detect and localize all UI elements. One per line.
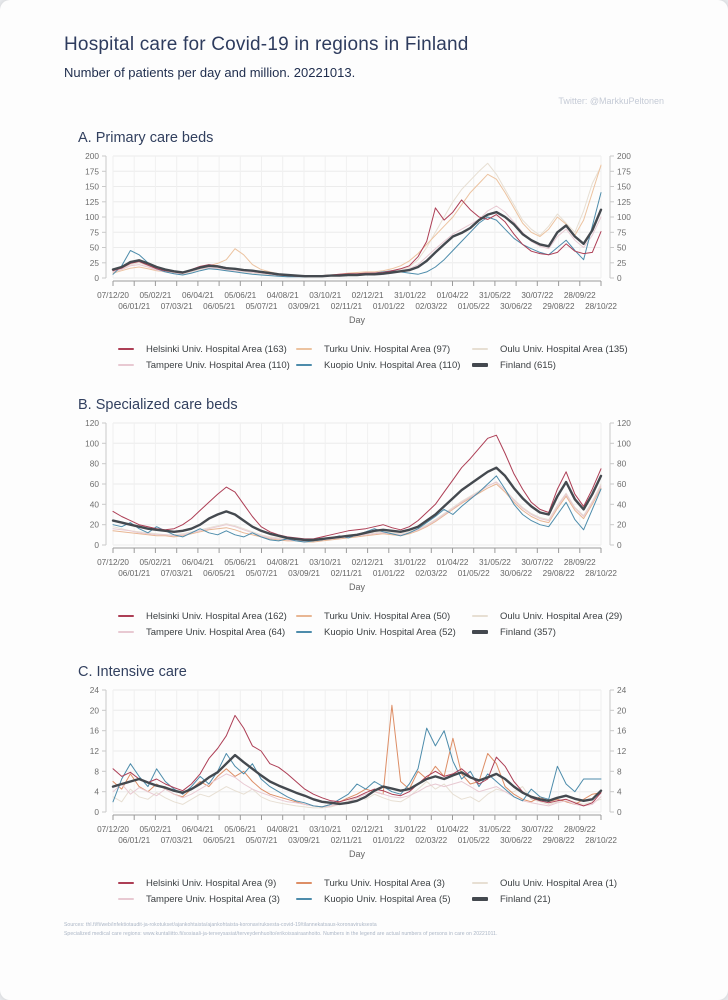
legend-label-oulu: Oulu Univ. Hospital Area (1) bbox=[500, 877, 618, 889]
svg-text:03/09/21: 03/09/21 bbox=[288, 302, 320, 311]
svg-text:20: 20 bbox=[617, 705, 627, 716]
x-axis-label: Day bbox=[348, 315, 366, 325]
svg-text:05/02/21: 05/02/21 bbox=[139, 825, 172, 834]
svg-text:01/01/22: 01/01/22 bbox=[372, 836, 405, 845]
svg-text:29/08/22: 29/08/22 bbox=[542, 569, 575, 578]
chart-svg bbox=[58, 682, 670, 868]
legend-item-helsinki bbox=[118, 875, 296, 891]
legend-swatch-tampere bbox=[118, 898, 134, 900]
svg-text:200: 200 bbox=[617, 151, 631, 161]
svg-text:30/07/22: 30/07/22 bbox=[521, 558, 554, 567]
svg-text:60: 60 bbox=[89, 479, 99, 489]
chart-a-plot bbox=[58, 148, 728, 339]
legend-label-kuopio: Kuopio Univ. Hospital Area (5) bbox=[324, 893, 451, 905]
svg-text:06/04/21: 06/04/21 bbox=[181, 825, 214, 834]
svg-text:29/08/22: 29/08/22 bbox=[542, 302, 575, 311]
x-axis-label: Day bbox=[348, 582, 366, 592]
legend-item-kuopio bbox=[296, 624, 472, 640]
svg-text:02/03/22: 02/03/22 bbox=[415, 302, 448, 311]
svg-text:30/06/22: 30/06/22 bbox=[500, 302, 533, 311]
chart-b-title: B. Specialized care beds bbox=[78, 397, 238, 413]
svg-text:28/09/22: 28/09/22 bbox=[563, 291, 596, 300]
svg-text:24: 24 bbox=[617, 685, 627, 695]
svg-text:25: 25 bbox=[617, 257, 627, 268]
legend-label-kuopio: Kuopio Univ. Hospital Area (52) bbox=[324, 626, 456, 638]
svg-text:0: 0 bbox=[617, 807, 622, 817]
legend-label-tampere: Tampere Univ. Hospital Area (64) bbox=[146, 626, 286, 638]
svg-text:100: 100 bbox=[617, 438, 631, 449]
series-line-oulu bbox=[113, 482, 601, 540]
svg-text:05/06/21: 05/06/21 bbox=[224, 825, 257, 834]
report-header bbox=[64, 34, 664, 80]
chart-svg bbox=[58, 415, 670, 601]
svg-text:05/07/21: 05/07/21 bbox=[245, 569, 278, 578]
svg-text:06/01/21: 06/01/21 bbox=[118, 569, 151, 578]
source-footnote bbox=[64, 921, 728, 938]
svg-text:120: 120 bbox=[85, 418, 99, 428]
legend-swatch-oulu bbox=[472, 615, 488, 617]
svg-text:28/10/22: 28/10/22 bbox=[585, 569, 617, 578]
svg-text:12: 12 bbox=[617, 746, 627, 756]
svg-text:02/12/21: 02/12/21 bbox=[351, 291, 384, 300]
svg-text:16: 16 bbox=[89, 725, 99, 736]
svg-text:07/03/21: 07/03/21 bbox=[160, 569, 193, 578]
svg-text:100: 100 bbox=[85, 438, 99, 449]
svg-text:0: 0 bbox=[94, 273, 99, 283]
svg-text:05/02/21: 05/02/21 bbox=[139, 291, 172, 300]
legend-label-kuopio: Kuopio Univ. Hospital Area (110) bbox=[324, 359, 461, 371]
chart-a-title: A. Primary care beds bbox=[78, 130, 214, 146]
svg-text:8: 8 bbox=[94, 766, 99, 777]
svg-text:02/11/21: 02/11/21 bbox=[330, 836, 363, 845]
svg-text:175: 175 bbox=[85, 166, 99, 177]
legend-item-kuopio bbox=[296, 357, 472, 373]
svg-text:28/09/22: 28/09/22 bbox=[563, 558, 596, 567]
series-line-tampere bbox=[113, 482, 601, 541]
section-primary-care bbox=[0, 130, 728, 373]
svg-text:02/12/21: 02/12/21 bbox=[351, 558, 384, 567]
svg-text:31/05/22: 31/05/22 bbox=[478, 291, 511, 300]
legend-swatch-turku bbox=[296, 615, 312, 617]
legend-item-oulu bbox=[472, 341, 638, 357]
legend-label-helsinki: Helsinki Univ. Hospital Area (9) bbox=[146, 877, 277, 889]
svg-text:07/03/21: 07/03/21 bbox=[160, 302, 193, 311]
svg-text:4: 4 bbox=[617, 786, 622, 797]
svg-text:31/01/22: 31/01/22 bbox=[394, 291, 426, 300]
section-intensive-care bbox=[0, 664, 728, 907]
svg-text:4: 4 bbox=[94, 786, 99, 797]
svg-text:200: 200 bbox=[85, 151, 99, 161]
page-title: Hospital care for Covid-19 in regions in Finland bbox=[64, 34, 469, 55]
twitter-credit: Twitter: @MarkkuPeltonen bbox=[558, 96, 664, 106]
svg-text:05/07/21: 05/07/21 bbox=[245, 836, 278, 845]
legend-item-tampere bbox=[118, 891, 296, 907]
svg-text:01/04/22: 01/04/22 bbox=[436, 558, 469, 567]
chart-c-plot bbox=[58, 682, 728, 873]
legend-swatch-kuopio bbox=[296, 364, 312, 366]
legend-item-tampere bbox=[118, 624, 296, 640]
svg-text:05/02/21: 05/02/21 bbox=[139, 558, 172, 567]
svg-text:50: 50 bbox=[617, 242, 627, 253]
series-line-kuopio bbox=[113, 476, 601, 542]
legend-swatch-helsinki bbox=[118, 615, 134, 617]
svg-text:100: 100 bbox=[617, 212, 631, 222]
svg-text:04/08/21: 04/08/21 bbox=[266, 825, 299, 834]
chart-c-title: C. Intensive care bbox=[78, 664, 187, 680]
svg-text:31/05/22: 31/05/22 bbox=[478, 558, 511, 567]
svg-text:03/10/21: 03/10/21 bbox=[309, 558, 342, 567]
svg-text:30/07/22: 30/07/22 bbox=[521, 291, 554, 300]
legend-label-turku: Turku Univ. Hospital Area (97) bbox=[324, 343, 451, 355]
svg-text:0: 0 bbox=[617, 273, 622, 283]
svg-text:0: 0 bbox=[617, 540, 622, 550]
svg-text:30/06/22: 30/06/22 bbox=[500, 569, 533, 578]
legend-item-oulu bbox=[472, 608, 638, 624]
svg-text:20: 20 bbox=[617, 519, 627, 530]
svg-text:03/10/21: 03/10/21 bbox=[309, 825, 342, 834]
legend-label-finland: Finland (21) bbox=[500, 893, 551, 905]
legend-label-oulu: Oulu Univ. Hospital Area (135) bbox=[500, 343, 628, 355]
legend-label-finland: Finland (615) bbox=[500, 359, 556, 371]
legend-swatch-oulu bbox=[472, 348, 488, 350]
legend-swatch-helsinki bbox=[118, 348, 134, 350]
page-subtitle: Number of patients per day and million. 20221013. bbox=[64, 65, 356, 80]
series-line-finland bbox=[113, 210, 601, 277]
legend-label-tampere: Tampere Univ. Hospital Area (110) bbox=[146, 359, 290, 371]
legend-item-turku bbox=[296, 341, 472, 357]
svg-text:05/07/21: 05/07/21 bbox=[245, 302, 278, 311]
svg-text:02/11/21: 02/11/21 bbox=[330, 302, 363, 311]
svg-text:29/08/22: 29/08/22 bbox=[542, 836, 575, 845]
svg-text:175: 175 bbox=[617, 166, 631, 177]
legend-item-finland bbox=[472, 357, 638, 373]
legend-swatch-finland bbox=[472, 897, 488, 901]
svg-text:07/03/21: 07/03/21 bbox=[160, 836, 193, 845]
svg-text:04/08/21: 04/08/21 bbox=[266, 558, 299, 567]
svg-text:06/04/21: 06/04/21 bbox=[181, 558, 214, 567]
svg-text:16: 16 bbox=[617, 725, 627, 736]
svg-text:06/05/21: 06/05/21 bbox=[203, 302, 236, 311]
svg-text:20: 20 bbox=[89, 705, 99, 716]
svg-text:02/03/22: 02/03/22 bbox=[415, 569, 448, 578]
legend-item-helsinki bbox=[118, 341, 296, 357]
svg-text:06/01/21: 06/01/21 bbox=[118, 836, 151, 845]
legend-swatch-turku bbox=[296, 348, 312, 350]
svg-text:125: 125 bbox=[617, 196, 631, 207]
svg-text:03/09/21: 03/09/21 bbox=[288, 836, 320, 845]
legend-label-helsinki: Helsinki Univ. Hospital Area (162) bbox=[146, 610, 287, 622]
svg-text:0: 0 bbox=[94, 540, 99, 550]
svg-text:01/01/22: 01/01/22 bbox=[372, 302, 405, 311]
svg-text:01/01/22: 01/01/22 bbox=[372, 569, 405, 578]
legend-swatch-kuopio bbox=[296, 631, 312, 633]
series-line-kuopio bbox=[113, 193, 601, 277]
chart-b-legend bbox=[118, 608, 728, 640]
svg-text:25: 25 bbox=[89, 257, 99, 268]
svg-text:05/06/21: 05/06/21 bbox=[224, 558, 257, 567]
svg-text:12: 12 bbox=[89, 746, 99, 756]
svg-text:02/03/22: 02/03/22 bbox=[415, 836, 448, 845]
svg-text:50: 50 bbox=[89, 242, 99, 253]
svg-text:20: 20 bbox=[89, 519, 99, 530]
series-line-helsinki bbox=[113, 435, 601, 539]
svg-text:24: 24 bbox=[89, 685, 99, 695]
legend-item-turku bbox=[296, 608, 472, 624]
svg-text:80: 80 bbox=[89, 458, 99, 469]
svg-text:03/10/21: 03/10/21 bbox=[309, 291, 342, 300]
section-specialized-care bbox=[0, 397, 728, 640]
legend-swatch-oulu bbox=[472, 882, 488, 884]
svg-text:01/04/22: 01/04/22 bbox=[436, 825, 469, 834]
legend-item-turku bbox=[296, 875, 472, 891]
svg-text:28/10/22: 28/10/22 bbox=[585, 302, 617, 311]
svg-text:0: 0 bbox=[94, 807, 99, 817]
source-line-2: Specialized medical care regions: www.kuntaliitto.fi/sosiaali-ja-terveysasiat/terveydenhuolto/erikoissairaanhoito. Numbers in the legend are actual numbers of persons in care on 20221011. bbox=[64, 930, 498, 937]
svg-text:28/10/22: 28/10/22 bbox=[585, 836, 617, 845]
svg-text:31/05/22: 31/05/22 bbox=[478, 825, 511, 834]
legend-swatch-kuopio bbox=[296, 898, 312, 900]
legend-swatch-tampere bbox=[118, 631, 134, 633]
svg-text:04/08/21: 04/08/21 bbox=[266, 291, 299, 300]
svg-text:120: 120 bbox=[617, 418, 631, 428]
svg-text:07/12/20: 07/12/20 bbox=[97, 825, 129, 834]
chart-svg bbox=[58, 148, 670, 334]
svg-text:01/05/22: 01/05/22 bbox=[457, 569, 490, 578]
svg-text:02/12/21: 02/12/21 bbox=[351, 825, 384, 834]
legend-item-helsinki bbox=[118, 608, 296, 624]
legend-swatch-finland bbox=[472, 363, 488, 367]
legend-label-tampere: Tampere Univ. Hospital Area (3) bbox=[146, 893, 280, 905]
svg-text:80: 80 bbox=[617, 458, 627, 469]
legend-item-tampere bbox=[118, 357, 296, 373]
x-axis-label: Day bbox=[348, 849, 366, 859]
svg-text:06/04/21: 06/04/21 bbox=[181, 291, 214, 300]
svg-text:07/12/20: 07/12/20 bbox=[97, 558, 129, 567]
svg-text:02/11/21: 02/11/21 bbox=[330, 569, 363, 578]
series-line-oulu bbox=[113, 163, 601, 276]
svg-text:31/01/22: 31/01/22 bbox=[394, 825, 426, 834]
svg-text:03/09/21: 03/09/21 bbox=[288, 569, 320, 578]
svg-text:30/06/22: 30/06/22 bbox=[500, 836, 533, 845]
source-line-1: Sources: thl.fi/fi/web/infektiotaudit-ja-rokotukset/ajankohtaista/ajankohtaista-koronaviruksesta-covid-19/tilannekatsaus-koronaviruksesta bbox=[64, 922, 377, 928]
legend-item-finland bbox=[472, 624, 638, 640]
svg-text:8: 8 bbox=[617, 766, 622, 777]
svg-text:60: 60 bbox=[617, 479, 627, 489]
legend-swatch-finland bbox=[472, 630, 488, 634]
svg-text:31/01/22: 31/01/22 bbox=[394, 558, 426, 567]
svg-text:07/12/20: 07/12/20 bbox=[97, 291, 129, 300]
legend-swatch-turku bbox=[296, 882, 312, 884]
legend-swatch-tampere bbox=[118, 364, 134, 366]
svg-text:40: 40 bbox=[89, 499, 99, 510]
chart-a-legend bbox=[118, 341, 728, 373]
svg-text:05/06/21: 05/06/21 bbox=[224, 291, 257, 300]
legend-label-turku: Turku Univ. Hospital Area (3) bbox=[324, 877, 445, 889]
svg-text:150: 150 bbox=[617, 181, 631, 192]
chart-c-legend bbox=[118, 875, 728, 907]
svg-text:75: 75 bbox=[89, 227, 99, 238]
svg-text:06/01/21: 06/01/21 bbox=[118, 302, 151, 311]
legend-item-oulu bbox=[472, 875, 638, 891]
svg-text:28/09/22: 28/09/22 bbox=[563, 825, 596, 834]
svg-text:30/07/22: 30/07/22 bbox=[521, 825, 554, 834]
svg-text:06/05/21: 06/05/21 bbox=[203, 569, 236, 578]
legend-item-finland bbox=[472, 891, 638, 907]
svg-text:06/05/21: 06/05/21 bbox=[203, 836, 236, 845]
svg-text:100: 100 bbox=[85, 212, 99, 222]
svg-text:150: 150 bbox=[85, 181, 99, 192]
legend-swatch-helsinki bbox=[118, 882, 134, 884]
svg-text:40: 40 bbox=[617, 499, 627, 510]
svg-text:01/05/22: 01/05/22 bbox=[457, 836, 490, 845]
legend-label-oulu: Oulu Univ. Hospital Area (29) bbox=[500, 610, 623, 622]
legend-item-kuopio bbox=[296, 891, 472, 907]
chart-b-plot bbox=[58, 415, 728, 606]
svg-text:01/04/22: 01/04/22 bbox=[436, 291, 469, 300]
series-line-turku bbox=[113, 165, 601, 276]
legend-label-turku: Turku Univ. Hospital Area (50) bbox=[324, 610, 451, 622]
legend-label-finland: Finland (357) bbox=[500, 626, 556, 638]
legend-label-helsinki: Helsinki Univ. Hospital Area (163) bbox=[146, 343, 287, 355]
svg-text:75: 75 bbox=[617, 227, 627, 238]
svg-text:01/05/22: 01/05/22 bbox=[457, 302, 490, 311]
svg-text:125: 125 bbox=[85, 196, 99, 207]
